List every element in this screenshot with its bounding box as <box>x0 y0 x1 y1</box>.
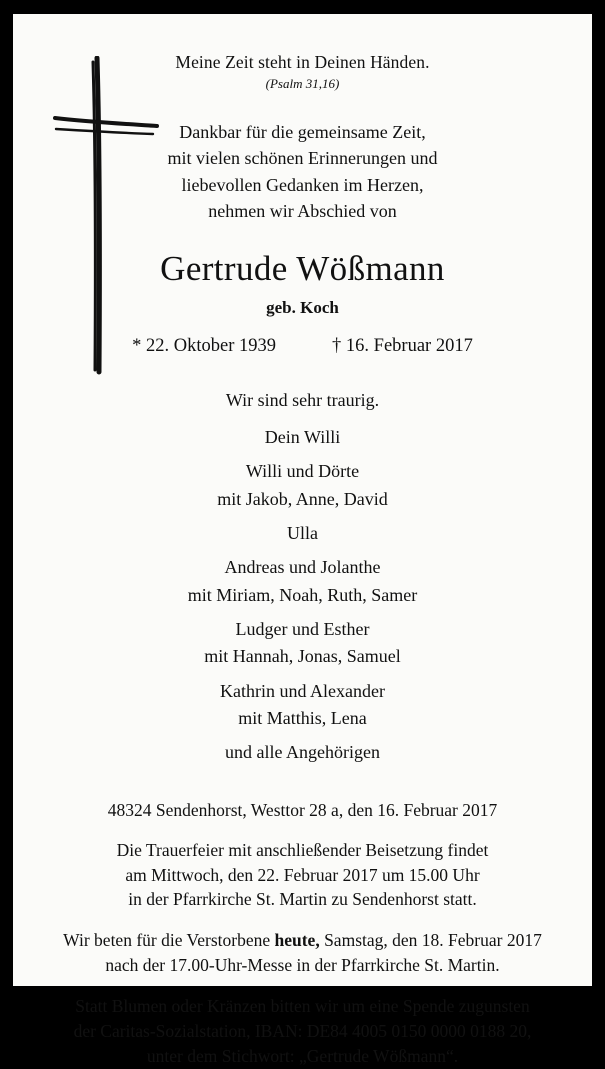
birth-date: * 22. Oktober 1939 <box>132 335 277 356</box>
family-line: Ulla <box>287 522 318 543</box>
donation-note <box>39 994 566 1069</box>
obituary-content <box>39 52 566 1069</box>
family-line: Andreas und Jolanthe <box>224 557 381 578</box>
maiden-name: geb. Koch <box>266 297 339 317</box>
family-line: und alle Angehörigen <box>225 742 380 763</box>
intro-line: liebevollen Gedanken im Herzen, <box>181 174 424 195</box>
family-line: Ludger und Esther <box>235 618 370 639</box>
funeral-details <box>39 838 566 913</box>
death-date: † 16. Februar 2017 <box>332 335 473 356</box>
mass-line-1-part-c: Samstag, den 18. Februar 2017 <box>319 930 542 951</box>
donation-line: Statt Blumen oder Kränzen bitten wir um eine Spende zugunsten <box>75 995 530 1016</box>
intro-line: mit vielen schönen Erinnerungen und <box>167 148 438 169</box>
intro-line: nehmen wir Abschied von <box>208 201 397 222</box>
mass-line-1-emphasis: heute, <box>274 930 320 951</box>
intro-line: Dankbar für die gemeinsame Zeit, <box>179 122 426 142</box>
intro-text <box>39 119 566 225</box>
mass-line-1 <box>39 928 566 953</box>
funeral-line: in der Pfarrkirche St. Martin zu Sendenhorst statt. <box>128 889 477 910</box>
family-line: Dein Willi <box>264 426 341 447</box>
life-dates <box>39 336 566 357</box>
verse-text: Meine Zeit steht in Deinen Händen. <box>175 52 430 72</box>
family-list <box>39 424 566 767</box>
deceased-name: Gertrude Wößmann <box>160 248 445 288</box>
donation-line: unter dem Stichwort: „Gertrude Wößmann“. <box>146 1045 459 1066</box>
mourning-lead: Wir sind sehr traurig. <box>225 389 380 410</box>
funeral-line: am Mittwoch, den 22. Februar 2017 um 15.00 Uhr <box>125 864 480 885</box>
mass-details <box>39 928 566 978</box>
obituary-card <box>13 14 592 1066</box>
family-line: mit Hannah, Jonas, Samuel <box>204 646 401 667</box>
family-line: mit Matthis, Lena <box>238 708 367 729</box>
verse-source: (Psalm 31,16) <box>265 76 340 91</box>
funeral-line: Die Trauerfeier mit anschließender Beisetzung findet <box>116 839 489 860</box>
family-line: Kathrin und Alexander <box>220 680 385 701</box>
mass-line-2: nach der 17.00-Uhr-Messe in der Pfarrkirche St. Martin. <box>105 955 500 976</box>
family-line: mit Miriam, Noah, Ruth, Samer <box>187 584 418 605</box>
family-line: mit Jakob, Anne, David <box>217 488 388 509</box>
mass-line-1-part-a: Wir beten für die Verstorbene <box>63 930 275 951</box>
family-line: Willi und Dörte <box>245 461 360 482</box>
place-and-date: 48324 Sendenhorst, Westtor 28 a, den 16. Februar 2017 <box>107 799 498 820</box>
donation-line: der Caritas-Sozialstation, IBAN: DE84 4005 0150 0000 0188 20, <box>73 1020 532 1041</box>
